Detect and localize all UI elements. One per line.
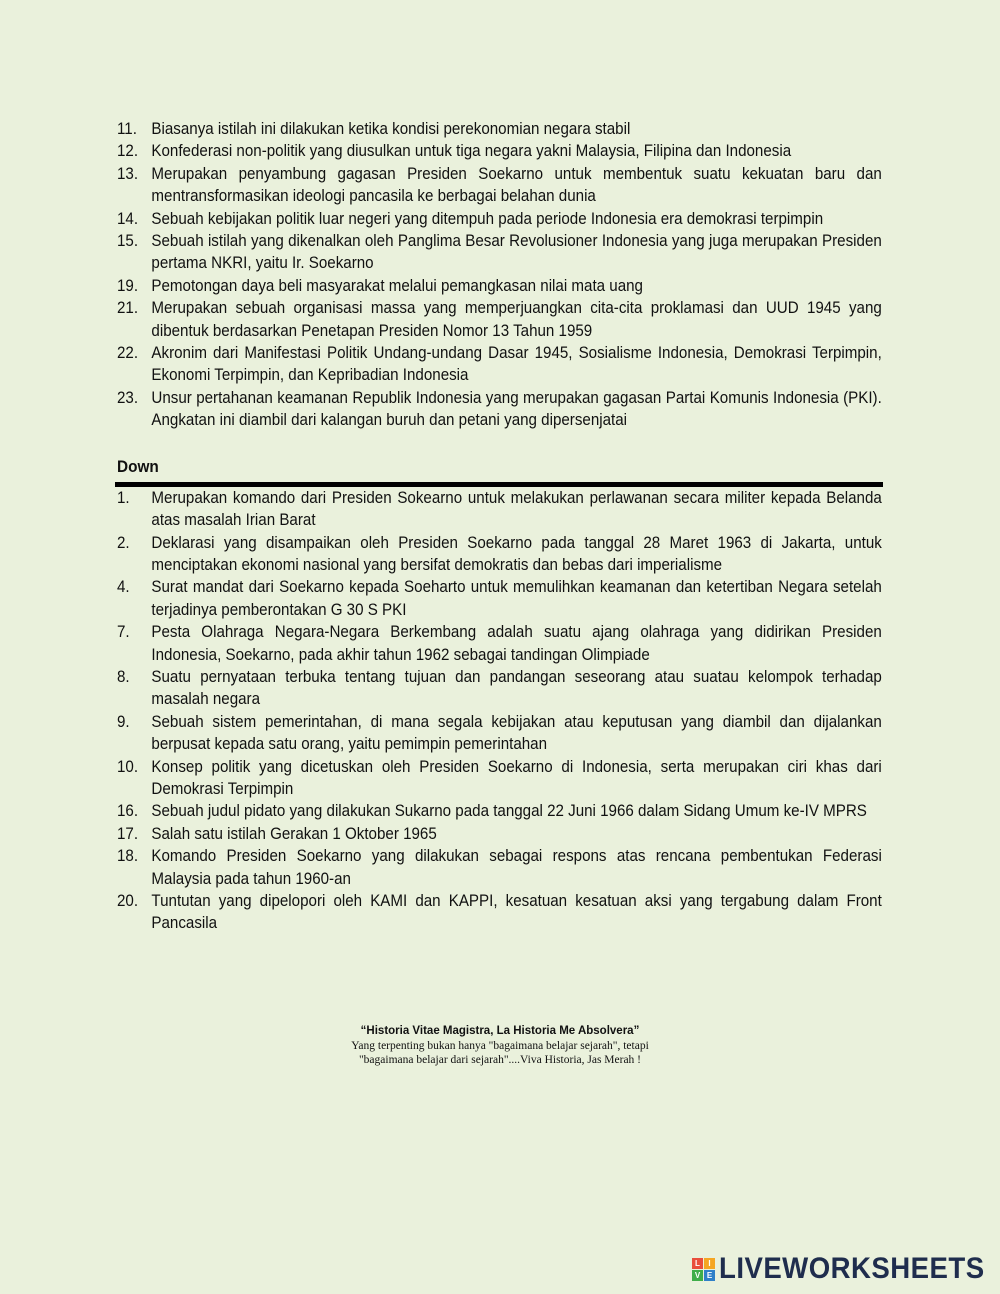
clue-text: Merupakan sebuah organisasi massa yang memperjuangkan cita-cita proklamasi dan UUD 1945 yang dibentuk berdasarkan Penetapan Presiden Nomor 13 Tahun 1959 (151, 299, 882, 340)
clue-number: 4. (117, 578, 130, 597)
liveworksheets-logo[interactable] (692, 1252, 1000, 1286)
clue-number: 7. (117, 623, 130, 642)
clue-text: Suatu pernyataan terbuka tentang tujuan dan pandangan seseorang atau suatau kelompok terhadap masalah negara (151, 667, 882, 709)
clue-number: 15. (117, 232, 139, 251)
clue-number: 22. (117, 344, 139, 363)
clue-text: Pesta Olahraga Negara-Negara Berkembang adalah suatu ajang olahraga yang didirikan Presiden Indonesia, Soekarno, pada akhir tahun 1962 sebagai tandingan Olimpiade (151, 623, 882, 664)
clue-text: Sebuah judul pidato yang dilakukan Sukarno pada tanggal 22 Juni 1966 dalam Sidang Umum ke-IV MPRS (151, 802, 867, 821)
across-clue-item (117, 140, 882, 162)
down-clue-item (117, 845, 882, 890)
clue-text: Akronim dari Manifestasi Politik Undang-undang Dasar 1945, Sosialisme Indonesia, Demokrasi Terpimpin, Ekonomi Terpimpin, dan Kepribadian Indonesia (151, 344, 882, 385)
clue-number: 8. (117, 667, 130, 686)
worksheet-content (117, 118, 882, 935)
down-clue-item (117, 487, 882, 532)
clue-text: Komando Presiden Soekarno yang dilakukan sebagai respons atas rencana pembentukan Federasi Malaysia pada tahun 1960-an (151, 847, 882, 888)
across-clue-item (117, 342, 882, 387)
footer-quote-line-2: "bagaimana belajar dari sejarah"....Viva Historia, Jas Merah ! (358, 1054, 642, 1066)
clue-text: Deklarasi yang disampaikan oleh Presiden Soekarno pada tanggal 28 Maret 1963 di Jakarta, untuk menciptakan ekonomi nasional yang bersifat demokratis dan bebas dari imperialisme (151, 533, 882, 574)
footer-quote-line-1: Yang terpenting bukan hanya "bagaimana belajar sejarah", tetapi (351, 1040, 649, 1052)
clue-number: 12. (117, 142, 139, 161)
footer-motto: “Historia Vitae Magistra, La Historia Me Absolvera” (360, 1025, 640, 1037)
down-clue-item (117, 823, 882, 845)
down-clue-item (117, 756, 882, 801)
clue-number: 23. (117, 388, 139, 407)
clue-number: 13. (117, 164, 139, 183)
logo-mark-tile: L (692, 1258, 703, 1269)
clue-number: 2. (117, 533, 130, 552)
clue-number: 9. (117, 712, 130, 731)
down-heading: Down (117, 457, 159, 476)
across-clue-item (117, 387, 882, 432)
across-clue-item (117, 208, 882, 230)
clue-number: 17. (117, 824, 139, 843)
clue-text: Sebuah kebijakan politik luar negeri yang ditempuh pada periode Indonesia era demokrasi terpimpin (151, 209, 824, 228)
down-clue-item (117, 800, 882, 822)
clue-text: Merupakan komando dari Presiden Sokearno untuk melakukan perlawanan secara militer kepada Belanda atas masalah Irian Barat (151, 488, 882, 530)
clue-number: 18. (117, 847, 139, 866)
down-clue-item (117, 621, 882, 666)
clue-number: 1. (117, 488, 130, 507)
logo-mark-tile: V (692, 1270, 703, 1281)
logo-mark-tile: I (704, 1258, 715, 1269)
footer (250, 1024, 750, 1067)
clue-text: Konfederasi non-politik yang diusulkan untuk tiga negara yakni Malaysia, Filipina dan Indonesia (151, 142, 792, 161)
liveworksheets-logo-icon (692, 1258, 715, 1281)
clue-number: 10. (117, 757, 139, 776)
clue-text: Sebuah sistem pemerintahan, di mana segala kebijakan atau keputusan yang diambil dan dijalankan berpusat kepada satu orang, yaitu pemimpin pemerintahan (151, 712, 882, 754)
clue-text: Merupakan penyambung gagasan Presiden Soekarno untuk membentuk suatu kekuatan baru dan mentransformasikan ideologi pancasila ke berbagai belahan dunia (151, 164, 882, 206)
clue-number: 16. (117, 802, 139, 821)
liveworksheets-logo-text: LIVEWORKSHEETS (719, 1252, 985, 1285)
clue-text: Salah satu istilah Gerakan 1 Oktober 1965 (151, 824, 437, 843)
down-clue-item (117, 576, 882, 621)
clue-number: 11. (117, 120, 137, 138)
across-clue-list (117, 118, 882, 432)
down-clue-item (117, 666, 882, 711)
across-clue-item (117, 275, 882, 297)
clue-number: 19. (117, 276, 139, 295)
clue-text: Tuntutan yang dipelopori oleh KAMI dan KAPPI, kesatuan kesatuan aksi yang tergabung dalam Front Pancasila (151, 892, 882, 933)
clue-number: 20. (117, 892, 139, 910)
clue-text: Pemotongan daya beli masyarakat melalui pemangkasan nilai mata uang (151, 276, 643, 295)
clue-text: Sebuah istilah yang dikenalkan oleh Panglima Besar Revolusioner Indonesia yang juga merupakan Presiden pertama NKRI, yaitu Ir. Soekarno (151, 232, 882, 273)
across-clue-item (117, 118, 882, 140)
logo-mark-tile: E (704, 1270, 715, 1281)
down-clue-list (117, 487, 882, 935)
across-clue-item (117, 163, 882, 208)
down-clue-item (117, 711, 882, 756)
clue-text: Surat mandat dari Soekarno kepada Soeharto untuk memulihkan keamanan dan ketertiban Negara setelah terjadinya pemberontakan G 30 S PKI (151, 578, 882, 619)
across-clue-item (117, 297, 882, 342)
down-clue-item (117, 532, 882, 577)
clue-text: Unsur pertahanan keamanan Republik Indonesia yang merupakan gagasan Partai Komunis Indonesia (PKI). Angkatan ini diambil dari kalangan buruh dan petani yang dipersenjatai (151, 388, 882, 430)
clue-text: Biasanya istilah ini dilakukan ketika kondisi perekonomian negara stabil (151, 120, 631, 138)
clue-number: 14. (117, 209, 139, 228)
clue-number: 21. (117, 299, 139, 318)
down-clue-item (117, 890, 882, 935)
clue-text: Konsep politik yang dicetuskan oleh Presiden Soekarno di Indonesia, serta merupakan ciri khas dari Demokrasi Terpimpin (151, 757, 882, 798)
across-clue-item (117, 230, 882, 275)
